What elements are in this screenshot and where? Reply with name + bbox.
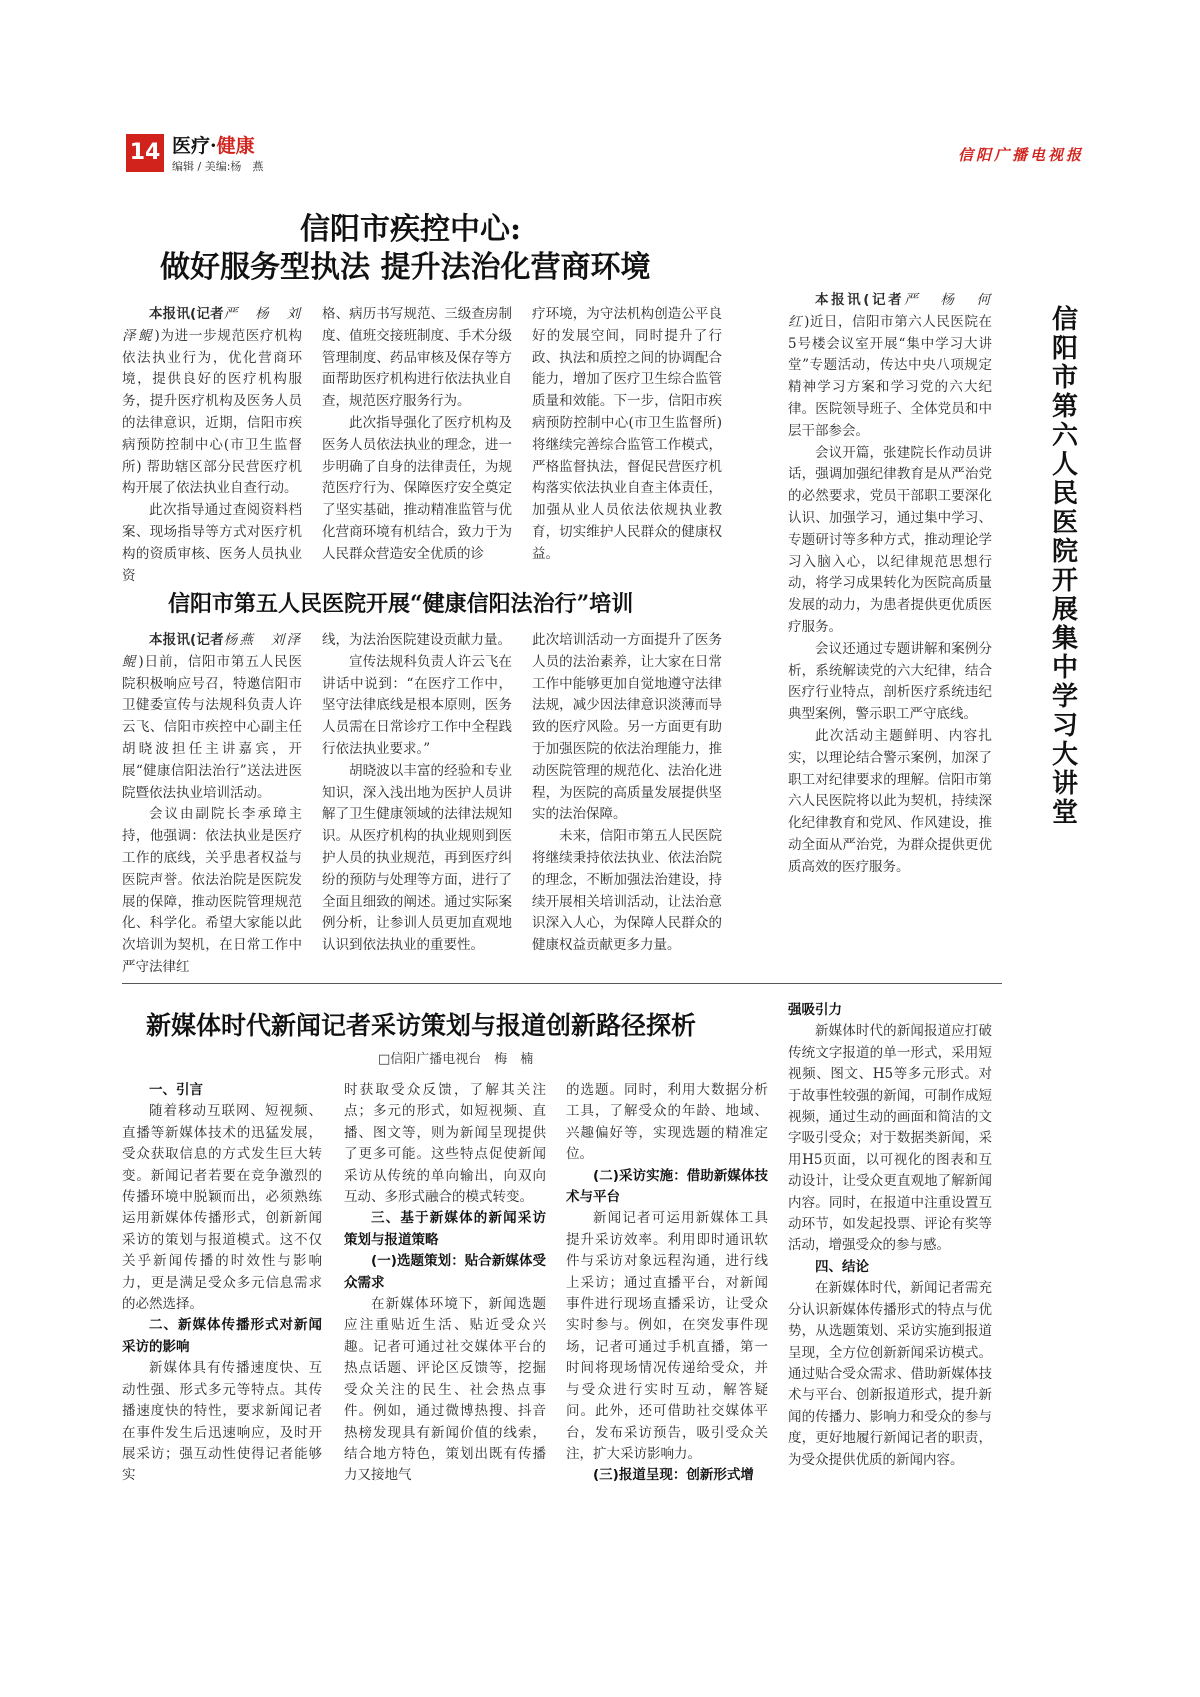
article4-subheading-1: (一)选题策划：贴合新媒体受众需求 [344,1253,546,1291]
article3-body [788,290,1008,879]
article4-col4-p1: 新媒体时代的新闻报道应打破传统文字报道的单一形式，采用短视频、图文、H5等多元形式。对于故事性较强的新闻，可制作成短视频，通过生动的画面和简洁的文字吸引受众；对于数据类新闻，采用H5页面，以可视化的图表和互动设计，让受众更直观地了解新闻内容。同时，在报道中注重设置互动环节，如发起投票、评论有奖等活动，增强受众的参与感。 [788,1023,992,1254]
article1-col1 [122,304,302,587]
article1-col2-p2: 此次指导强化了医疗机构及医务人员依法执业的理念，进一步明确了自身的法律责任，为规范医疗行为、保障医疗安全奠定了坚实基础，推动精准监管与优化营商环境有机结合，致力于为人民群众营造安全优质的诊 [322,414,512,562]
article1-col3 [532,304,722,566]
section-name [172,131,255,158]
article4-col1-p1: 随着移动互联网、短视频、直播等新媒体技术的迅猛发展，受众获取信息的方式发生巨大转变。新闻记者若要在竞争激烈的传播环境中脱颖而出，必须熟练运用新媒体传播形式，创新新闻采访的策划与报道模式。这不仅关乎新闻传播的时效性与影响力，更是满足受众多元信息需求的必然选择。 [122,1103,322,1313]
article4-col3 [566,1080,768,1487]
article3-dateline: 本报讯(记者 [815,292,905,308]
article2-col1-p1: )日前，信阳市第五人民医院积极响应号召，特邀信阳市卫健委宣传与法规科负责人许云飞、信阳市疾控中心副主任胡晓波担任主讲嘉宾，开展“健康信阳法治行”送法进医院暨依法执业培训活动。 [122,653,302,801]
article1-reporter: 严 杨 刘泽鲲 [122,306,303,344]
article4-heading-conclusion: 四、结论 [815,1258,869,1275]
article1-col1-p2: 此次指导通过查阅资料档案、现场指导等方式对医疗机构的资质审核、医务人员执业资 [122,502,302,584]
article4-col2-p1: 时获取受众反馈，了解其关注点；多元的形式，如短视频、直播、图文等，则为新闻呈现提供了更多可能。这些特点促使新闻采访从传统的单向输出，向双向互动、多形式融合的模式转变。 [344,1082,546,1206]
article1-col1-p1: )为进一步规范医疗机构依法执业行为，优化营商环境，提供良好的医疗机构服务，提升医疗机构及医务人员的法律意识，近期，信阳市疾病预防控制中心(市卫生监督所) 帮助辖区部分民营医疗机构开展了依法执业自查行动。 [122,327,302,497]
article1-dateline: 本报讯(记者 [149,306,224,322]
article4-heading-intro: 一、引言 [149,1082,203,1098]
article1-col3-p1: 疗环境，为守法机构创造公平良好的发展空间，同时提升了行政、执法和质控之间的协调配合能力，增加了医疗卫生综合监管质量和效能。下一步，信阳市疾病预防控制中心(市卫生监督所)将继续完善综合监管工作模式，严格监督执法，督促民营医疗机构落实依法执业自查主体责任，加强从业人员依法依规执业教育，切实维护人民群众的健康权益。 [532,306,722,562]
section-name-part1: 医疗· [172,135,217,157]
article1-title-line2: 做好服务型执法 提升法治化营商环境 [160,250,651,285]
article3-p2: 会议开篇，张建院长作动员讲话，强调加强纪律教育是从严治党的必然要求，党员干部职工要深化认识、加强学习，通过集中学习、专题研讨等多种方式，推动理论学习入脑入心，以纪律规范思想行动，将学习成果转化为医院高质量发展的动力，为患者提供更优质医疗服务。 [788,444,992,635]
article2-col2 [322,630,512,957]
article3-reporter: 严 杨 何 红 [788,292,1008,330]
article1-col2-p1: 格、病历书写规范、三级查房制度、值班交接班制度、手术分级管理制度、药品审核及保存等方面帮助医疗机构进行依法执业自查，规范医疗服务行为。 [322,306,512,410]
article4-col4 [788,1000,992,1471]
article3-p3: 会议还通过专题讲解和案例分析，系统解读党的六大纪律，结合医疗行业特点，剖析医疗系统违纪典型案例，警示职工严守底线。 [788,640,992,723]
article2-col2-p2: 胡晓波以丰富的经验和专业知识，深入浅出地为医护人员讲解了卫生健康领域的法律法规知识。从医疗机构的执业规则到医护人员的执业规范，再到医疗纠纷的预防与处理等方面，进行了全面且细致的阐述。通过实际案例分析，让参训人员更加直观地认识到依法执业的重要性。 [322,762,512,954]
article1-col2 [322,304,512,566]
page-number: 14 [126,134,164,172]
section-divider [122,983,1002,984]
section-name-part2: 健康 [216,135,255,157]
article2-col2-p0: 线，为法治医院建设贡献力量。 [322,632,511,648]
article3-p4: 此次活动主题鲜明、内容扎实，以理论结合警示案例，加深了职工对纪律要求的理解。信阳市第六人民医院将以此为契机，持续深化纪律教育和党风、作风建设，推动全面从严治党，为群众提供更优质高效的医疗服务。 [788,727,992,875]
article4-col1-p2: 新媒体具有传播速度快、互动性强、形式多元等特点。其传播速度快的特性，要求新闻记者在事件发生后迅速响应，及时开展采访；强互动性使得记者能够实 [122,1360,322,1484]
article4-col2-p2: 在新媒体环境下，新闻选题应注重贴近生活、贴近受众兴趣。记者可通过社交媒体平台的热点话题、评论区反馈等，挖掘受众关注的民生、社会热点事件。例如，通过微博热搜、抖音热榜发现具有新闻价值的线索，结合地方特色，策划出既有传播力又接地气 [344,1296,546,1484]
article4-heading-3: 三、基于新媒体的新闻采访策划与报道策略 [344,1210,546,1248]
article3-p1: )近日，信阳市第六人民医院在5号楼会议室开展“集中学习大讲堂”专题活动，传达中央八项规定精神学习方案和学习党的六大纪律。医院领导班子、全体党员和中层干部参会。 [788,313,992,439]
article4-heading-2: 二、新媒体传播形式对新闻采访的影响 [122,1317,322,1355]
editor-credit: 编辑 / 美编:杨 燕 [172,160,264,173]
article4-col1 [122,1080,322,1487]
article4-col2 [344,1080,546,1487]
article4-col3-p1: 的选题。同时，利用大数据分析工具，了解受众的年龄、地域、兴趣偏好等，实现选题的精准定位。 [566,1082,768,1163]
article4-title: 新媒体时代新闻记者采访策划与报道创新路径探析 [146,1011,697,1040]
article4-byline: □信阳广播电视台 梅 楠 [378,1052,534,1067]
article3-vertical-title: 信阳市第六人民医院开展集中学习大讲堂 [1051,305,1078,828]
article2-title: 信阳市第五人民医院开展“健康信阳法治行”培训 [168,591,634,617]
article2-col1-p2: 会议由副院长李承璋主持，他强调：依法执业是医疗工作的底线，关乎患者权益与医院声誉。依法治院是医院发展的保障，推动医院管理规范化、科学化。希望大家能以此次培训为契机，在日常工作中严守法律红 [122,806,302,975]
article1-title-line1: 信阳市疾控中心: [300,212,522,247]
article4-subheading-3-cont: 强吸引力 [788,1002,842,1018]
article2-col2-p1: 宣传法规科负责人许云飞在讲话中说到：“在医疗工作中，坚守法律底线是根本原则，医务人员需在日常诊疗工作中全程践行依法执业要求。” [322,653,512,757]
article2-dateline: 本报讯(记者 [149,632,224,648]
article2-col1 [122,630,302,979]
article2-col3 [532,630,722,957]
article2-reporter: 杨燕 刘泽鲲 [122,632,303,670]
article2-col3-p2: 未来，信阳市第五人民医院将继续秉持依法执业、依法治院的理念，不断加强法治建设，持续开展相关培训活动，让法治意识深入人心，为保障人民群众的健康权益贡献更多力量。 [532,828,722,954]
article2-col3-p1: 此次培训活动一方面提升了医务人员的法治素养，让大家在日常工作中能够更加自觉地遵守法律法规，减少因法律意识淡薄而导致的医疗风险。另一方面更有助于加强医院的依法治理能力，推动医院管理的规范化、法治化进程，为医院的高质量发展提供坚实的法治保障。 [532,632,722,823]
article4-col4-p2: 在新媒体时代，新闻记者需充分认识新媒体传播形式的特点与优势，从选题策划、采访实施到报道呈现，全方位创新新闻采访模式。通过贴合受众需求、借助新媒体技术与平台、创新报道形式，提升新闻的传播力、影响力和受众的参与度，更好地履行新闻记者的职责，为受众提供优质的新闻内容。 [788,1280,992,1468]
article4-col3-p2: 新闻记者可运用新媒体工具提升采访效率。利用即时通讯软件与采访对象远程沟通，进行线上采访；通过直播平台，对新闻事件进行现场直播采访，让受众实时参与。例如，在突发事件现场，记者可通过手机直播，第一时间将现场情况传递给受众，并与受众进行实时互动，解答疑问。此外，还可借助社交媒体平台，发布采访预告，吸引受众关注，扩大采访影响力。 [566,1210,768,1462]
article4-subheading-3: (三)报道呈现：创新形式增 [593,1467,754,1484]
newspaper-name: 信阳广播电视报 [957,146,1084,164]
article4-subheading-2: (二)采访实施：借助新媒体技术与平台 [566,1167,768,1206]
